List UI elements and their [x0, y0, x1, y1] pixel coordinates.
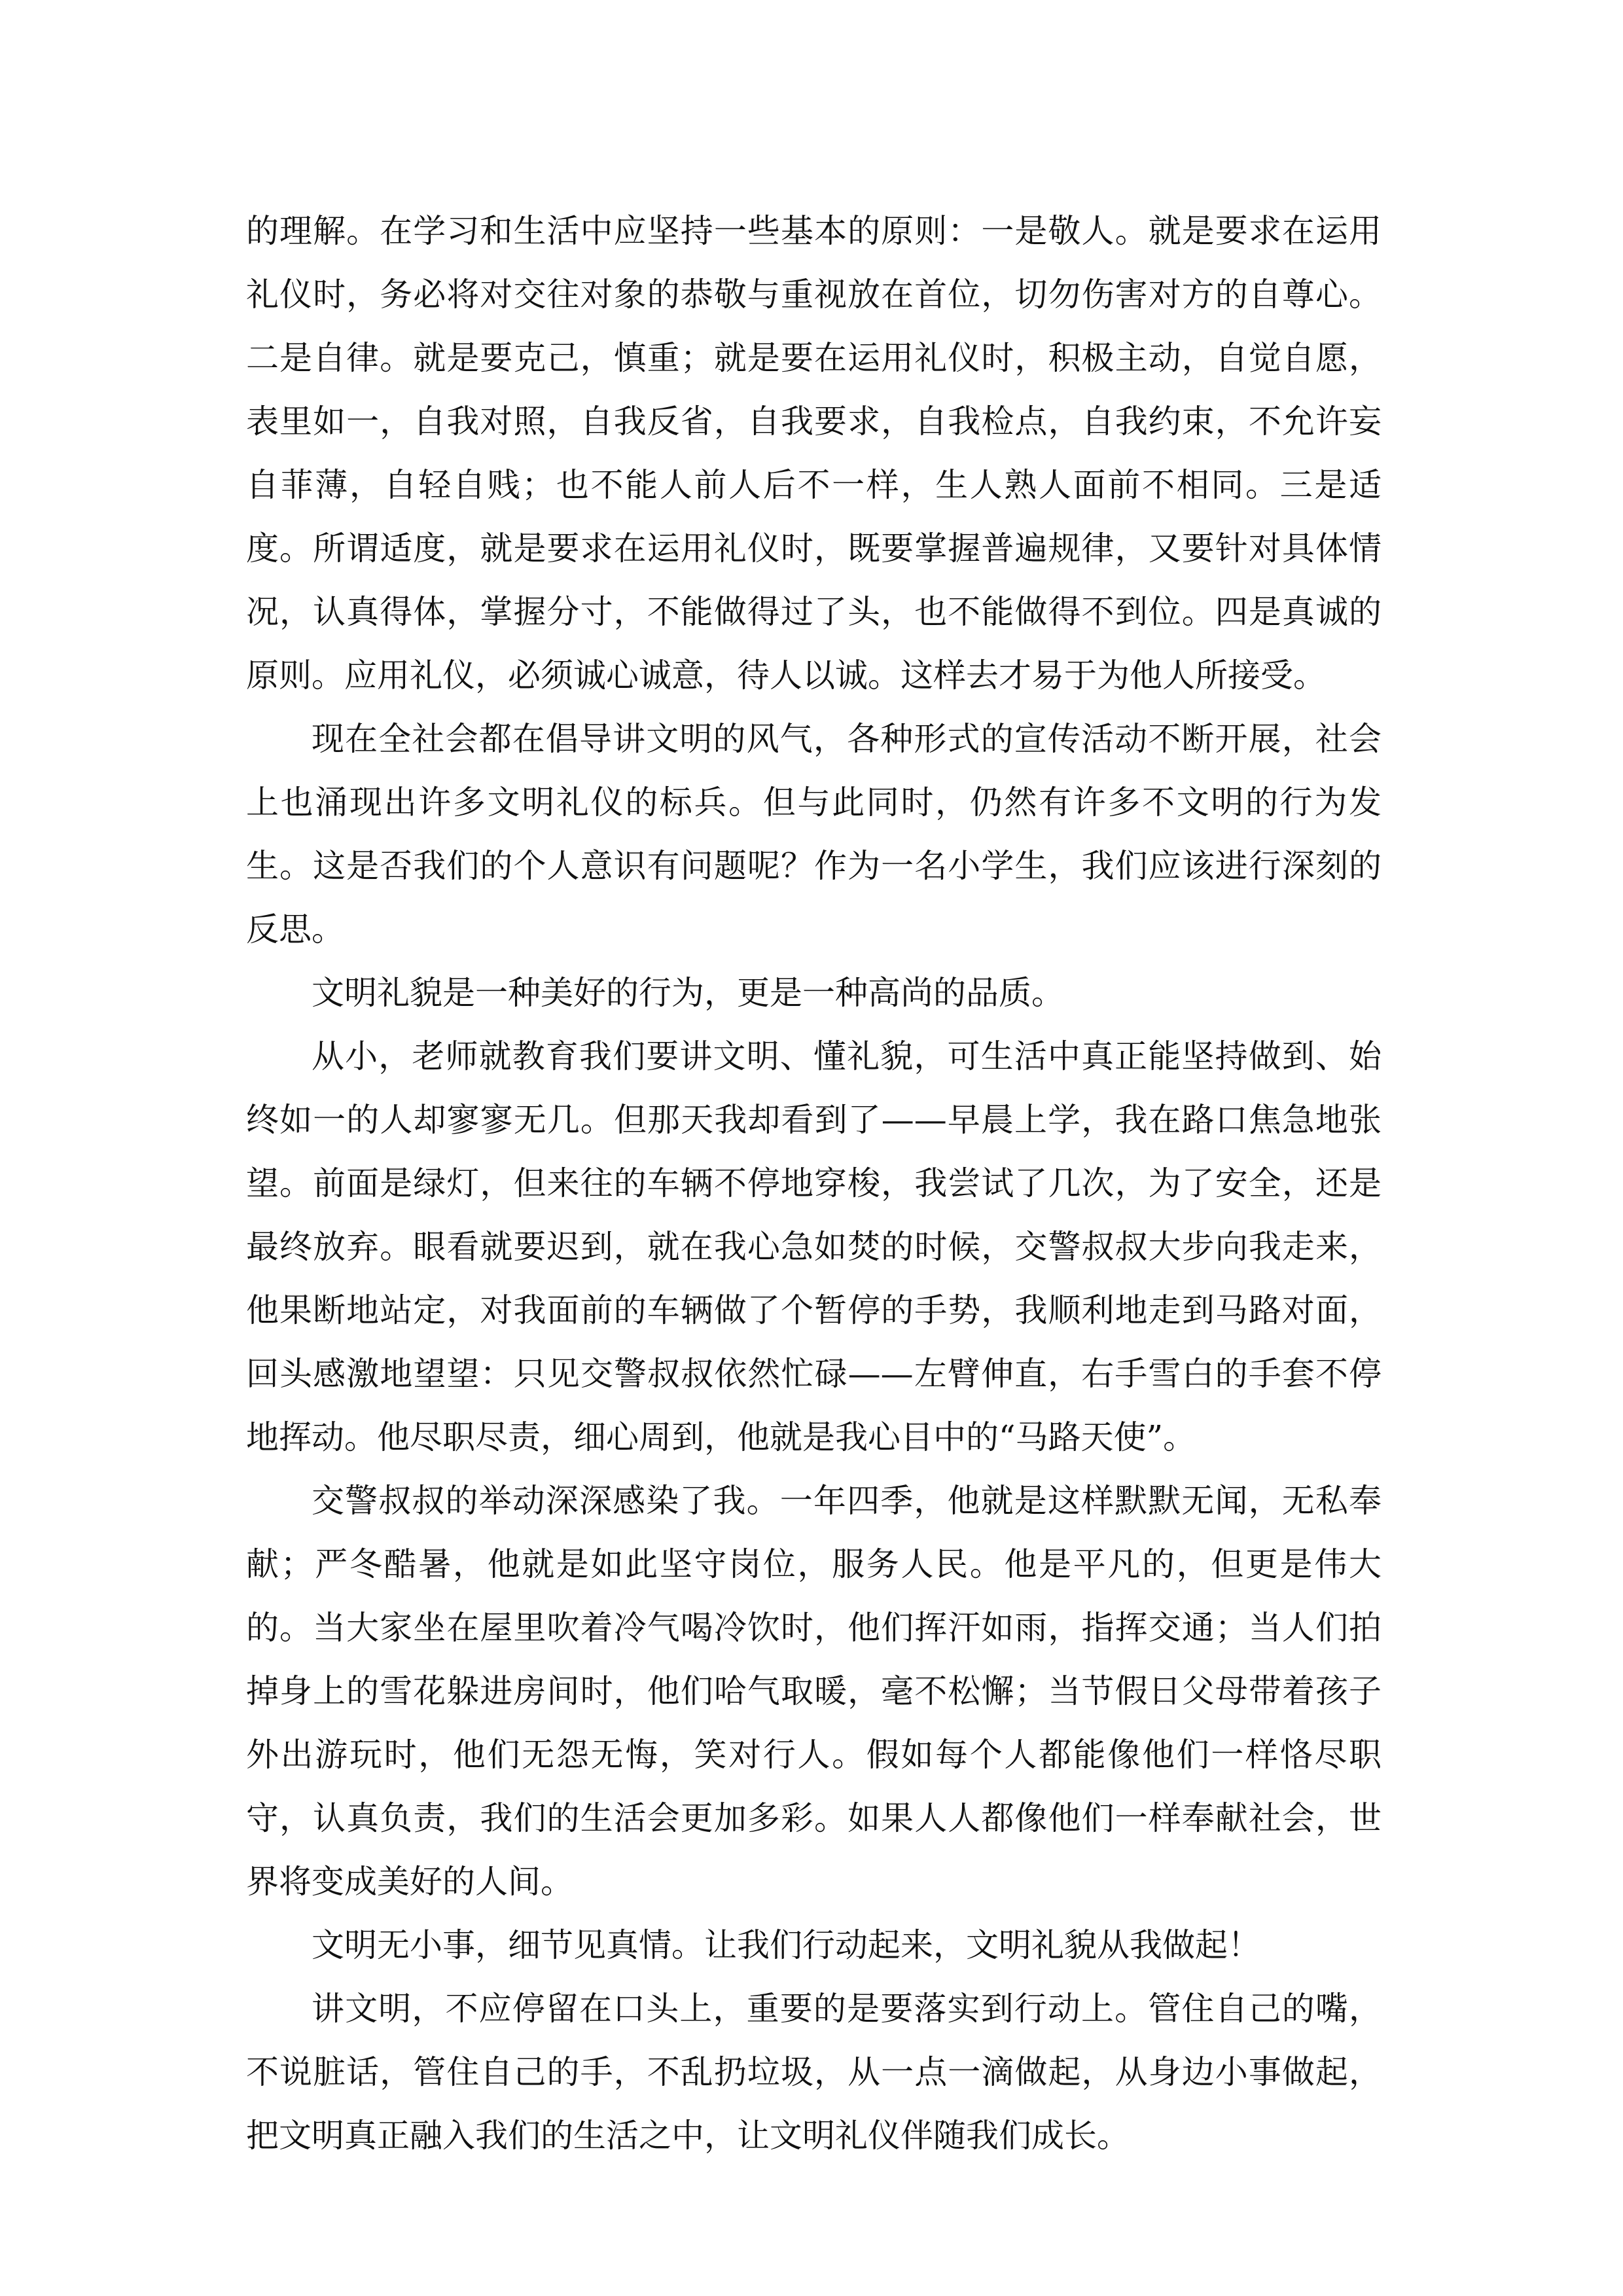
paragraph-1: 的理解。在学习和生活中应坚持一些基本的原则：一是敬人。就是要求在运用礼仪时，务必将对交往对象的恭敬与重视放在首位，切勿伤害对方的自尊心。二是自律。就是要克己，慎重；就是要在运用礼仪时，积极主动，自觉自愿，表里如一，自我对照，自我反省，自我要求，自我检点，自我约束，不允许妄自菲薄，自轻自贱；也不能人前人后不一样，生人熟人面前不相同。三是适度。所谓适度，就是要求在运用礼仪时，既要掌握普遍规律，又要针对具体情况，认真得体，掌握分寸，不能做得过了头，也不能做得不到位。四是真诚的原则。应用礼仪，必须诚心诚意，待人以诚。这样去才易于为他人所接受。	[246, 212, 1382, 694]
document-body	[246, 200, 1382, 2168]
paragraph-5: 交警叔叔的举动深深感染了我。一年四季，他就是这样默默无闻，无私奉献；严冬酷暑，他就是如此坚守岗位，服务人民。他是平凡的，但更是伟大的。当大家坐在屋里吹着冷气喝冷饮时，他们挥汗如雨，指挥交通；当人们拍掉身上的雪花躲进房间时，他们哈气取暖，毫不松懈；当节假日父母带着孩子外出游玩时，他们无怨无悔，笑对行人。假如每个人都能像他们一样恪尽职守，认真负责，我们的生活会更加多彩。如果人人都像他们一样奉献社会，世界将变成美好的人间。	[246, 1482, 1382, 1901]
paragraph-6: 文明无小事，细节见真情。让我们行动起来，文明礼貌从我做起！	[312, 1926, 1260, 1964]
paragraph-3: 文明礼貌是一种美好的行为，更是一种高尚的品质。	[312, 974, 1064, 1012]
paragraph-2: 现在全社会都在倡导讲文明的风气，各种形式的宣传活动不断开展，社会上也涌现出许多文明礼仪的标兵。但与此同时，仍然有许多不文明的行为发生。这是否我们的个人意识有问题呢？作为一名小学生，我们应该进行深刻的反思。	[246, 720, 1382, 948]
paragraph-7: 讲文明，不应停留在口头上，重要的是要落实到行动上。管住自己的嘴，不说脏话，管住自己的手，不乱扔垃圾，从一点一滴做起，从身边小事做起，把文明真正融入我们的生活之中，让文明礼仪伴随我们成长。	[246, 1990, 1382, 2155]
paragraph-4: 从小，老师就教育我们要讲文明、懂礼貌，可生活中真正能坚持做到、始终如一的人却寥寥无几。但那天我却看到了——早晨上学，我在路口焦急地张望。前面是绿灯，但来往的车辆不停地穿梭，我尝试了几次，为了安全，还是最终放弃。眼看就要迟到，就在我心急如焚的时候，交警叔叔大步向我走来，他果断地站定，对我面前的车辆做了个暂停的手势，我顺利地走到马路对面，回头感激地望望：只见交警叔叔依然忙碌——左臂伸直，右手雪白的手套不停地挥动。他尽职尽责，细心周到，他就是我心目中的“马路天使”。	[246, 1037, 1382, 1456]
